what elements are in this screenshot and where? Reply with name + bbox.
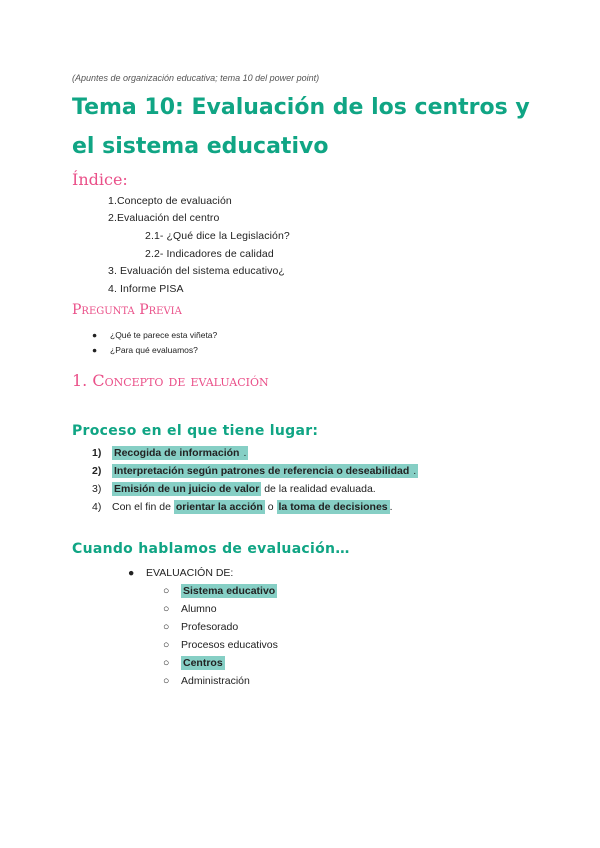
item-pre: Con el fin de [112,501,174,513]
evaluacion-item [163,603,217,615]
highlighted-text: la toma de decisiones [278,501,388,513]
pregunta-item [92,330,217,340]
evaluacion-label-text: EVALUACIÓN DE: [146,567,234,579]
circle-bullet-icon: ○ [163,621,170,633]
indice-item: 2.Evaluación del centro [108,212,220,224]
page-title: Tema 10: Evaluación de los centros y el sistema educativo [72,95,530,159]
item-number: 2) [92,465,102,477]
bullet-icon: ● [92,330,98,340]
circle-bullet-icon: ○ [163,657,170,669]
pregunta-item-text: ¿Qué te parece esta viñeta? [110,330,218,340]
item-rest: de la realidad evaluada. [261,483,376,495]
indice-item: 1.Concepto de evaluación [108,195,232,207]
evaluacion-label [128,567,233,579]
source-note: (Apuntes de organización educativa; tema 10 del power point) [72,73,320,83]
item-number: 1) [92,447,102,459]
bullet-icon: ● [92,345,98,355]
highlighted-text: Recogida de información [114,447,240,459]
proceso-item [92,465,418,477]
section-heading: 1. Concepto de evaluación [72,371,269,390]
circle-bullet-icon: ○ [163,603,170,615]
circle-bullet-icon: ○ [163,639,170,651]
evaluacion-item [163,621,238,633]
proceso-item [92,447,248,459]
cuando-heading: Cuando hablamos de evaluación… [72,541,350,557]
item-rest: . [389,501,393,513]
evaluacion-item-text: Alumno [181,603,217,615]
pregunta-item-text: ¿Para qué evaluamos? [110,345,198,355]
item-number: 4) [92,501,102,513]
item-mid: o [264,501,277,513]
circle-bullet-icon: ○ [163,585,170,597]
evaluacion-item-text: Centros [183,657,223,669]
evaluacion-item-text: Procesos educativos [181,639,278,651]
item-rest: . [413,465,417,477]
evaluacion-item-text: Sistema educativo [183,585,276,597]
evaluacion-item [163,639,278,651]
proceso-heading: Proceso en el que tiene lugar: [72,423,319,439]
indice-heading: Índice: [72,170,128,189]
evaluacion-item-text: Profesorado [181,621,239,633]
indice-item: 4. Informe PISA [108,283,184,295]
pregunta-heading: Pregunta Previa [72,302,182,318]
pregunta-item [92,345,198,355]
indice-subitem: 2.1- ¿Qué dice la Legislación? [145,230,290,242]
proceso-item [92,501,393,513]
evaluacion-item [163,675,250,687]
indice-item: 3. Evaluación del sistema educativo¿ [108,265,285,277]
evaluacion-item [163,657,225,669]
evaluacion-item-text: Administración [181,675,250,687]
evaluacion-item [163,585,277,597]
highlighted-text: Emisión de un juicio de valor [114,483,260,495]
circle-bullet-icon: ○ [163,675,170,687]
item-rest: . [243,447,247,459]
proceso-item [92,483,376,495]
highlighted-text: orientar la acción [175,501,263,513]
highlighted-text: Interpretación según patrones de referencia o deseabilidad [114,465,410,477]
indice-subitem: 2.2- Indicadores de calidad [145,248,274,260]
bullet-icon: ● [128,567,135,579]
item-number: 3) [92,483,102,495]
